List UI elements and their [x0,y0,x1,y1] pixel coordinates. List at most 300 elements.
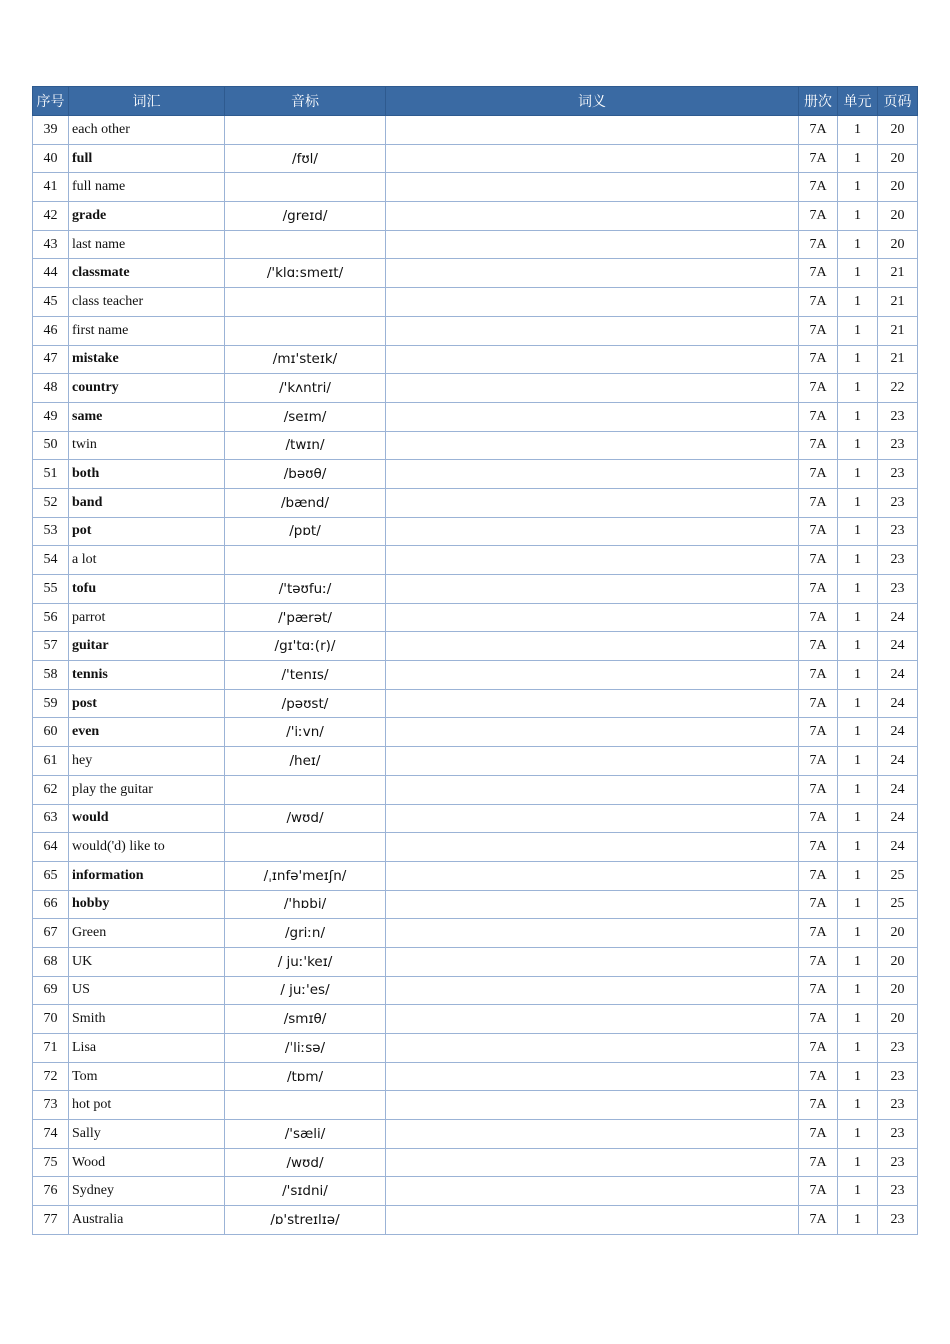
word-cell: country [69,374,225,403]
table-row [33,833,918,862]
word-cell: classmate [69,259,225,288]
unit-cell: 1 [838,976,878,1005]
page-cell: 24 [878,833,918,862]
table-row [33,747,918,776]
table-row [33,775,918,804]
meaning-cell [386,861,799,890]
row-number: 71 [33,1034,69,1063]
phonetic-cell [225,775,386,804]
row-number: 70 [33,1005,69,1034]
meaning-cell [386,603,799,632]
word-cell: US [69,976,225,1005]
unit-cell: 1 [838,575,878,604]
page-cell: 20 [878,947,918,976]
unit-cell: 1 [838,603,878,632]
book-cell: 7A [799,747,838,776]
book-cell: 7A [799,890,838,919]
unit-cell: 1 [838,1062,878,1091]
row-number: 75 [33,1148,69,1177]
unit-cell: 1 [838,833,878,862]
page-cell: 23 [878,1120,918,1149]
word-cell: a lot [69,546,225,575]
row-number: 68 [33,947,69,976]
row-number: 60 [33,718,69,747]
table-row [33,603,918,632]
phonetic-cell: /smɪθ/ [225,1005,386,1034]
page-cell: 23 [878,1062,918,1091]
page-cell: 20 [878,976,918,1005]
page-cell: 23 [878,460,918,489]
word-cell: each other [69,116,225,145]
page-cell: 23 [878,1206,918,1235]
header-no: 序号 [33,87,69,116]
table-row [33,1091,918,1120]
meaning-cell [386,230,799,259]
meaning-cell [386,718,799,747]
book-cell: 7A [799,976,838,1005]
book-cell: 7A [799,775,838,804]
word-cell: class teacher [69,288,225,317]
unit-cell: 1 [838,374,878,403]
phonetic-cell: /ɒ'streɪlɪə/ [225,1206,386,1235]
table-row [33,890,918,919]
phonetic-cell: /'kʌntri/ [225,374,386,403]
page-cell: 23 [878,575,918,604]
word-cell: mistake [69,345,225,374]
row-number: 40 [33,144,69,173]
page-cell: 21 [878,288,918,317]
word-cell: band [69,488,225,517]
meaning-cell [386,976,799,1005]
meaning-cell [386,288,799,317]
book-cell: 7A [799,861,838,890]
header-meaning: 词义 [386,87,799,116]
phonetic-cell: /'hɒbi/ [225,890,386,919]
phonetic-cell: /seɪm/ [225,402,386,431]
header-unit: 单元 [838,87,878,116]
phonetic-cell: /gɪ'tɑː(r)/ [225,632,386,661]
word-cell: Sally [69,1120,225,1149]
book-cell: 7A [799,689,838,718]
meaning-cell [386,1120,799,1149]
phonetic-cell: / juː'keɪ/ [225,947,386,976]
word-cell: Australia [69,1206,225,1235]
word-cell: information [69,861,225,890]
word-cell: tofu [69,575,225,604]
row-number: 39 [33,116,69,145]
phonetic-cell: /mɪ'steɪk/ [225,345,386,374]
unit-cell: 1 [838,1091,878,1120]
meaning-cell [386,1005,799,1034]
row-number: 66 [33,890,69,919]
table-row [33,661,918,690]
book-cell: 7A [799,374,838,403]
table-row [33,689,918,718]
row-number: 61 [33,747,69,776]
book-cell: 7A [799,603,838,632]
table-row [33,861,918,890]
meaning-cell [386,575,799,604]
meaning-cell [386,1206,799,1235]
row-number: 42 [33,202,69,231]
unit-cell: 1 [838,1148,878,1177]
row-number: 46 [33,316,69,345]
phonetic-cell [225,173,386,202]
page-cell: 23 [878,402,918,431]
meaning-cell [386,431,799,460]
book-cell: 7A [799,1062,838,1091]
meaning-cell [386,202,799,231]
row-number: 62 [33,775,69,804]
table-row [33,173,918,202]
page-cell: 20 [878,1005,918,1034]
book-cell: 7A [799,316,838,345]
page-cell: 24 [878,747,918,776]
table-row [33,345,918,374]
unit-cell: 1 [838,861,878,890]
meaning-cell [386,546,799,575]
table-body [33,116,918,1235]
unit-cell: 1 [838,517,878,546]
word-cell: Green [69,919,225,948]
word-cell: same [69,402,225,431]
table-row [33,632,918,661]
row-number: 58 [33,661,69,690]
book-cell: 7A [799,833,838,862]
book-cell: 7A [799,517,838,546]
row-number: 51 [33,460,69,489]
phonetic-cell: /griːn/ [225,919,386,948]
meaning-cell [386,1091,799,1120]
row-number: 47 [33,345,69,374]
meaning-cell [386,488,799,517]
unit-cell: 1 [838,1034,878,1063]
table-row [33,230,918,259]
table-row [33,316,918,345]
book-cell: 7A [799,288,838,317]
row-number: 52 [33,488,69,517]
unit-cell: 1 [838,1120,878,1149]
phonetic-cell [225,230,386,259]
table-row [33,144,918,173]
page-cell: 20 [878,202,918,231]
page-cell: 20 [878,230,918,259]
meaning-cell [386,689,799,718]
row-number: 49 [33,402,69,431]
page-cell: 23 [878,517,918,546]
phonetic-cell: /bænd/ [225,488,386,517]
book-cell: 7A [799,1091,838,1120]
table-row [33,288,918,317]
phonetic-cell: /wʊd/ [225,1148,386,1177]
table-row [33,546,918,575]
meaning-cell [386,374,799,403]
word-cell: Tom [69,1062,225,1091]
page-cell: 25 [878,861,918,890]
word-cell: even [69,718,225,747]
page-cell: 21 [878,316,918,345]
unit-cell: 1 [838,259,878,288]
meaning-cell [386,1148,799,1177]
meaning-cell [386,517,799,546]
meaning-cell [386,632,799,661]
word-cell: parrot [69,603,225,632]
header-word: 词汇 [69,87,225,116]
word-cell: grade [69,202,225,231]
unit-cell: 1 [838,431,878,460]
phonetic-cell: /heɪ/ [225,747,386,776]
meaning-cell [386,345,799,374]
page-cell: 24 [878,718,918,747]
phonetic-cell: /bəʊθ/ [225,460,386,489]
table-row [33,402,918,431]
unit-cell: 1 [838,116,878,145]
table-row [33,1005,918,1034]
page-cell: 23 [878,1034,918,1063]
phonetic-cell [225,546,386,575]
table-row [33,374,918,403]
phonetic-cell: /ˌɪnfə'meɪʃn/ [225,861,386,890]
phonetic-cell: /'tenɪs/ [225,661,386,690]
phonetic-cell [225,1091,386,1120]
row-number: 74 [33,1120,69,1149]
row-number: 45 [33,288,69,317]
meaning-cell [386,460,799,489]
book-cell: 7A [799,144,838,173]
header-phonetic: 音标 [225,87,386,116]
phonetic-cell: / juː'es/ [225,976,386,1005]
table-row [33,1206,918,1235]
meaning-cell [386,919,799,948]
header-book: 册次 [799,87,838,116]
row-number: 50 [33,431,69,460]
meaning-cell [386,890,799,919]
row-number: 41 [33,173,69,202]
phonetic-cell: /'təʊfuː/ [225,575,386,604]
word-cell: Lisa [69,1034,225,1063]
unit-cell: 1 [838,173,878,202]
table-row [33,1177,918,1206]
page-cell: 20 [878,116,918,145]
book-cell: 7A [799,804,838,833]
phonetic-cell: /'sɪdni/ [225,1177,386,1206]
table-row [33,517,918,546]
page-cell: 24 [878,632,918,661]
book-cell: 7A [799,116,838,145]
page-cell: 20 [878,144,918,173]
phonetic-cell: /pəʊst/ [225,689,386,718]
word-cell: twin [69,431,225,460]
row-number: 63 [33,804,69,833]
page-cell: 23 [878,488,918,517]
book-cell: 7A [799,230,838,259]
unit-cell: 1 [838,345,878,374]
table-row [33,1062,918,1091]
meaning-cell [386,1034,799,1063]
table-row [33,460,918,489]
meaning-cell [386,775,799,804]
unit-cell: 1 [838,546,878,575]
book-cell: 7A [799,402,838,431]
book-cell: 7A [799,259,838,288]
row-number: 43 [33,230,69,259]
word-cell: pot [69,517,225,546]
unit-cell: 1 [838,632,878,661]
word-cell: Sydney [69,1177,225,1206]
phonetic-cell: /tɒm/ [225,1062,386,1091]
word-cell: hot pot [69,1091,225,1120]
unit-cell: 1 [838,144,878,173]
book-cell: 7A [799,632,838,661]
unit-cell: 1 [838,747,878,776]
table-row [33,976,918,1005]
row-number: 77 [33,1206,69,1235]
row-number: 48 [33,374,69,403]
row-number: 59 [33,689,69,718]
vocabulary-table [32,86,918,1235]
phonetic-cell: /greɪd/ [225,202,386,231]
word-cell: guitar [69,632,225,661]
phonetic-cell [225,833,386,862]
unit-cell: 1 [838,202,878,231]
book-cell: 7A [799,431,838,460]
book-cell: 7A [799,1206,838,1235]
word-cell: Wood [69,1148,225,1177]
page-cell: 23 [878,546,918,575]
book-cell: 7A [799,947,838,976]
unit-cell: 1 [838,488,878,517]
word-cell: Smith [69,1005,225,1034]
page-cell: 23 [878,1177,918,1206]
page-cell: 23 [878,1148,918,1177]
page-cell: 24 [878,603,918,632]
word-cell: last name [69,230,225,259]
book-cell: 7A [799,718,838,747]
unit-cell: 1 [838,1177,878,1206]
unit-cell: 1 [838,661,878,690]
table-row [33,431,918,460]
book-cell: 7A [799,575,838,604]
page-cell: 24 [878,804,918,833]
row-number: 55 [33,575,69,604]
row-number: 54 [33,546,69,575]
meaning-cell [386,1177,799,1206]
phonetic-cell: /'pærət/ [225,603,386,632]
header-page: 页码 [878,87,918,116]
phonetic-cell [225,116,386,145]
page-cell: 20 [878,173,918,202]
unit-cell: 1 [838,804,878,833]
unit-cell: 1 [838,1005,878,1034]
book-cell: 7A [799,1005,838,1034]
word-cell: would [69,804,225,833]
book-cell: 7A [799,1120,838,1149]
table-row [33,116,918,145]
page-cell: 24 [878,661,918,690]
word-cell: would('d) like to [69,833,225,862]
table-row [33,718,918,747]
meaning-cell [386,661,799,690]
row-number: 56 [33,603,69,632]
table-row [33,488,918,517]
row-number: 64 [33,833,69,862]
table-row [33,1148,918,1177]
page-cell: 22 [878,374,918,403]
book-cell: 7A [799,1148,838,1177]
phonetic-cell: /'sæli/ [225,1120,386,1149]
table-row [33,919,918,948]
meaning-cell [386,747,799,776]
table-row [33,575,918,604]
unit-cell: 1 [838,718,878,747]
word-cell: first name [69,316,225,345]
meaning-cell [386,316,799,345]
book-cell: 7A [799,173,838,202]
row-number: 53 [33,517,69,546]
book-cell: 7A [799,345,838,374]
word-cell: tennis [69,661,225,690]
word-cell: hobby [69,890,225,919]
table-row [33,259,918,288]
phonetic-cell [225,316,386,345]
page-cell: 21 [878,259,918,288]
book-cell: 7A [799,919,838,948]
unit-cell: 1 [838,402,878,431]
meaning-cell [386,173,799,202]
meaning-cell [386,947,799,976]
row-number: 73 [33,1091,69,1120]
book-cell: 7A [799,1177,838,1206]
word-cell: both [69,460,225,489]
table-row [33,947,918,976]
meaning-cell [386,402,799,431]
table-row [33,1034,918,1063]
word-cell: UK [69,947,225,976]
book-cell: 7A [799,202,838,231]
word-cell: full name [69,173,225,202]
unit-cell: 1 [838,947,878,976]
unit-cell: 1 [838,919,878,948]
row-number: 44 [33,259,69,288]
unit-cell: 1 [838,288,878,317]
header-row [33,87,918,116]
word-cell: full [69,144,225,173]
phonetic-cell: /ˈliːsə/ [225,1034,386,1063]
word-cell: post [69,689,225,718]
table-row [33,1120,918,1149]
page-cell: 25 [878,890,918,919]
phonetic-cell: /twɪn/ [225,431,386,460]
unit-cell: 1 [838,775,878,804]
phonetic-cell [225,288,386,317]
phonetic-cell: /fʊl/ [225,144,386,173]
row-number: 57 [33,632,69,661]
book-cell: 7A [799,460,838,489]
meaning-cell [386,116,799,145]
page-cell: 24 [878,775,918,804]
phonetic-cell: /wʊd/ [225,804,386,833]
unit-cell: 1 [838,890,878,919]
book-cell: 7A [799,546,838,575]
unit-cell: 1 [838,230,878,259]
page-cell: 20 [878,919,918,948]
page-cell: 21 [878,345,918,374]
book-cell: 7A [799,1034,838,1063]
page-cell: 23 [878,1091,918,1120]
page-cell: 23 [878,431,918,460]
page-cell: 24 [878,689,918,718]
row-number: 76 [33,1177,69,1206]
